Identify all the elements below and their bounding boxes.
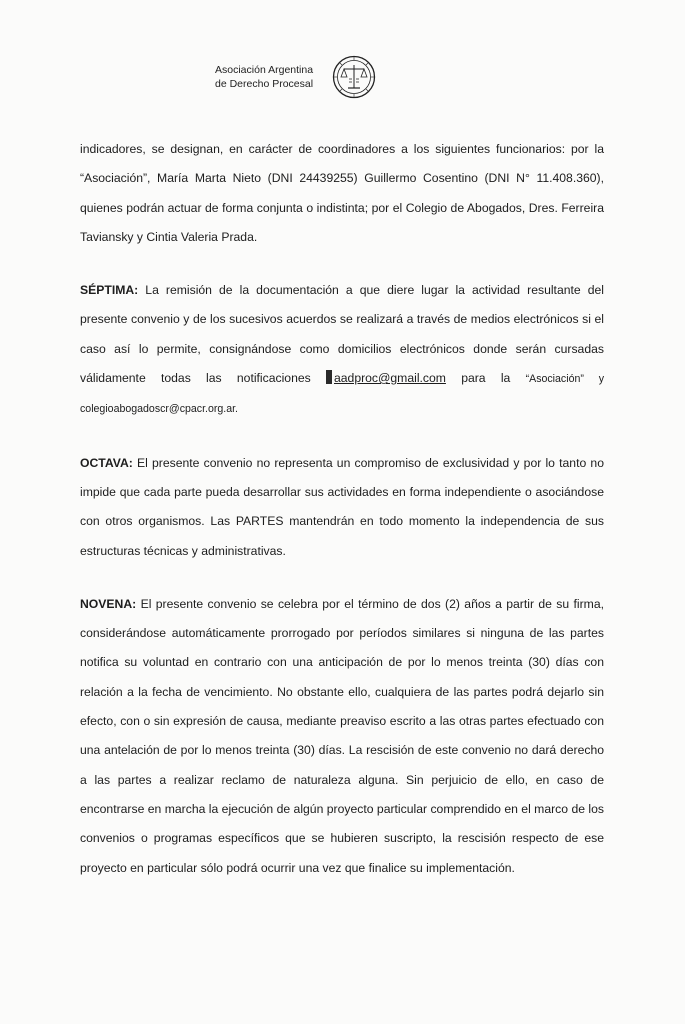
clause-septima-text: La remisión de la documentación a que diere lugar la actividad resultante del presente convenio y de los sucesivos acuerdos se realizará a través de medios electrónicos si el caso así lo permite, consignándose como domicilios electrónicos donde serán cursadas válidamente todas las notificaciones — [80, 283, 604, 386]
clause-novena-text: El presente convenio se celebra por el término de dos (2) años a partir de su firma, considerándose automáticamente prorrogado por períodos similares si ninguna de las partes notifica su voluntad en contrario con una anticipación de por lo menos treinta (30) días con relación a la fecha de vencimiento. No obstante ello, cualquiera de las partes podrá dejarlo sin efecto, con o sin expresión de causa, mediante preaviso escrito a las otras partes efectuado con una antelación de por lo menos treinta (30) días. La rescisión de este convenio no dará derecho a las partes a realizar reclamo de naturaleza alguna. Sin perjuicio de ello, en caso de encontrarse en marcha la ejecución de algún proyecto particular comprendido en el marco de los convenios o programas específicos que se hubieren suscripto, la rescisión respecto de ese proyecto en particular sólo podrá ocurrir una vez que finalice su implementación. — [80, 596, 604, 875]
clause-septima — [80, 276, 604, 424]
clause-novena — [80, 590, 604, 883]
org-name-line2: de Derecho Procesal — [215, 78, 314, 90]
clause-octava-text: El presente convenio no representa un compromiso de exclusividad y por lo tanto no impide que cada parte pueda desarrollar sus actividades en forma independiente o asociándose con otros organismos. Las PARTES mantendrán en todo momento la independencia de sus estructuras técnicas y administrativas. — [80, 455, 604, 558]
clause-novena-label: NOVENA: — [80, 596, 137, 611]
clause-octava-label: OCTAVA: — [80, 455, 133, 470]
paragraph-coordinadores — [80, 135, 604, 252]
clause-septima-small-text: “Asociación” y colegioabogadoscr@cpacr.org.ar. — [80, 373, 604, 416]
document-body — [80, 135, 604, 907]
clause-octava — [80, 449, 604, 566]
org-name — [215, 63, 313, 91]
paragraph-coordinadores-text: indicadores, se designan, en carácter de coordinadores a los siguientes funcionarios: por la “Asociación”, María Marta Nieto (DNI 24439255) Guillermo Cosentino (DNI N° 11.408.360), quienes podrán actuar de forma conjunta o indistinta; por el Colegio de Abogados, Dres. Ferreira Taviansky y Cintia Valeria Prada. — [80, 142, 604, 244]
letterhead — [215, 55, 385, 105]
org-name-line1: Asociación Argentina — [215, 64, 314, 76]
clause-septima-text-after: para la — [445, 371, 526, 386]
email-link-aadproc[interactable]: aadproc@gmail.com — [333, 371, 446, 386]
asociacion-seal-icon — [332, 55, 376, 99]
text-cursor — [326, 370, 332, 384]
clause-septima-label: SÉPTIMA: — [80, 283, 139, 298]
